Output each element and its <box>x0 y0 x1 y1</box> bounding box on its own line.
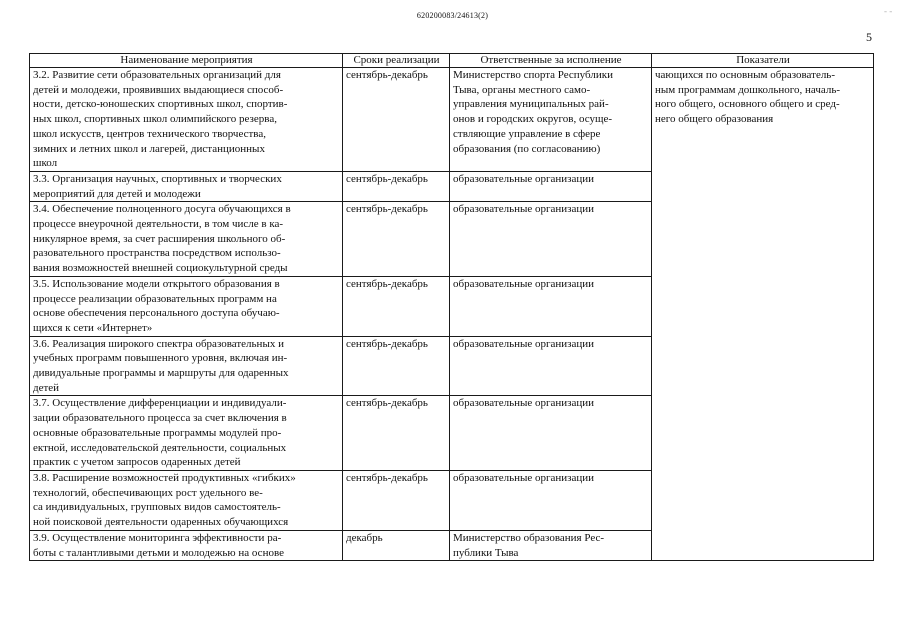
indicators-cell: чающихся по основным образователь- ным программам дошкольного, началь- ного общего, основного общего и сред- него общего образования <box>652 68 874 561</box>
activity-name: 3.5. Использование модели открытого образования в процессе реализации образовательных программ на основе обеспечения персонального доступа обучаю- щихся к сети «Интернет» <box>30 276 343 336</box>
header-deadline: Сроки реализации <box>343 54 450 68</box>
table-header-row <box>30 54 874 68</box>
activity-deadline: сентябрь-декабрь <box>343 171 450 201</box>
activity-name: 3.9. Осуществление мониторинга эффективности ра- боты с талантливыми детьми и молодежью на основе <box>30 530 343 560</box>
header-indicators: Показатели <box>652 54 874 68</box>
activity-name: 3.2. Развитие сети образовательных организаций для детей и молодежи, проявивших выдающиеся способ- ности, детско-юношеских спортивных школ, спортив- ных школ, спортивных школ олимпийского резерва, школ искусств, центров технического творчества, зимних и летних школ и лагерей, дистанционных школ <box>30 68 343 172</box>
activity-deadline: сентябрь-декабрь <box>343 336 450 396</box>
activity-name: 3.6. Реализация широкого спектра образовательных и учебных программ повышенного уровня, включая ин- дивидуальные программы и маршруты для одаренных детей <box>30 336 343 396</box>
activity-deadline: сентябрь-декабрь <box>343 202 450 277</box>
activity-deadline: сентябрь-декабрь <box>343 396 450 471</box>
activity-responsible: образовательные организации <box>450 202 652 277</box>
document-number: 620200083/24613(2) <box>416 11 489 20</box>
activity-responsible: образовательные организации <box>450 336 652 396</box>
activity-deadline: сентябрь-декабрь <box>343 470 450 530</box>
activity-responsible: образовательные организации <box>450 171 652 201</box>
header-activity: Наименование мероприятия <box>30 54 343 68</box>
activity-responsible: Министерство образования Рес- публики Тыва <box>450 530 652 560</box>
activity-responsible: образовательные организации <box>450 470 652 530</box>
activity-responsible: образовательные организации <box>450 396 652 471</box>
activity-responsible: Министерство спорта Республики Тыва, органы местного само- управления муниципальных рай- онов и городских округов, осуще- ствляющие управление в сфере образования (по согласованию) <box>450 68 652 172</box>
activity-responsible: образовательные организации <box>450 276 652 336</box>
header-responsible: Ответственные за исполнение <box>450 54 652 68</box>
activity-deadline: сентябрь-декабрь <box>343 276 450 336</box>
activity-name: 3.8. Расширение возможностей продуктивных «гибких» технологий, обеспечивающих рост удельного ве- са индивидуальных, групповых видов самостоятель- ной поисковой деятельности одаренных обучающихся <box>30 470 343 530</box>
corner-mark: - - <box>884 6 893 16</box>
activity-name: 3.3. Организация научных, спортивных и творческих мероприятий для детей и молодежи <box>30 171 343 201</box>
activity-name: 3.7. Осуществление дифференциации и индивидуали- зации образовательного процесса за счет включения в основные образовательные программы модулей про- ектной, исследовательской деятельности, социальных практик с учетом запросов одаренных детей <box>30 396 343 471</box>
activity-deadline: декабрь <box>343 530 450 560</box>
activity-name: 3.4. Обеспечение полноценного досуга обучающихся в процессе внеурочной деятельности, в том числе в ка- никулярное время, за счет расширения школьного об- разовательного пространства посредством использо- вания возможностей внешней социокультурной среды <box>30 202 343 277</box>
page-number: 5 <box>866 30 872 44</box>
activity-deadline: сентябрь-декабрь <box>343 68 450 172</box>
table-row <box>30 68 874 172</box>
activities-table <box>29 53 874 561</box>
